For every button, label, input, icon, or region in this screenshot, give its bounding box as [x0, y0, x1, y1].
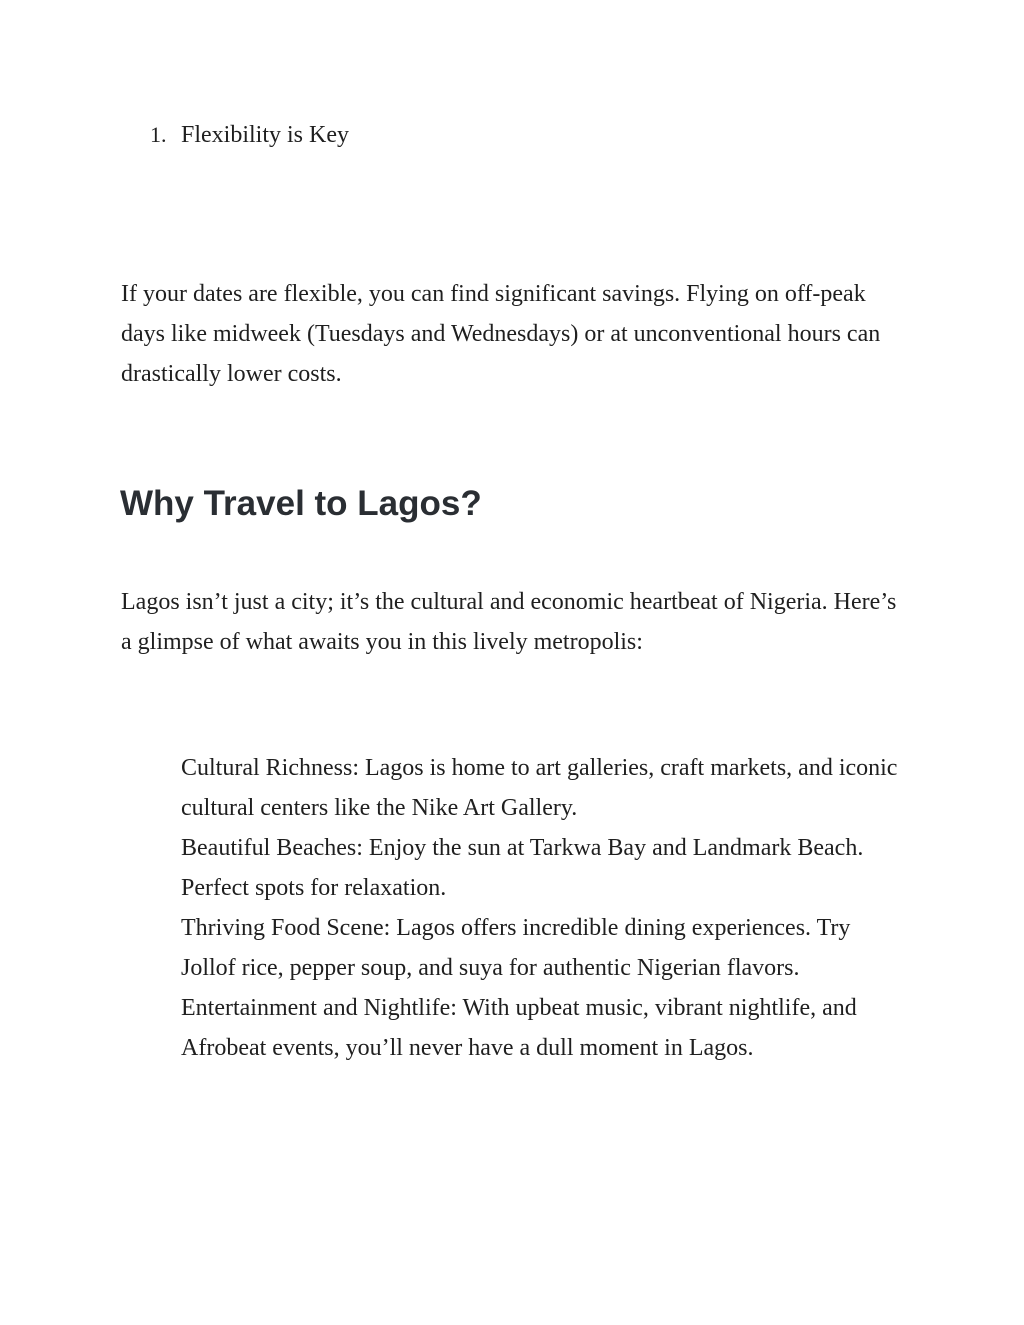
numbered-list-item — [150, 118, 349, 152]
highlight-nightlife: Entertainment and Nightlife: With upbeat music, vibrant nightlife, and Afrobeat events, you’ll never have a dull moment in Lagos. — [181, 995, 857, 1061]
intro-paragraph: Lagos isn’t just a city; it’s the cultural and economic heartbeat of Nigeria. Here’s a glimpse of what awaits you in this lively metropolis: — [121, 589, 897, 655]
flexibility-paragraph: If your dates are flexible, you can find significant savings. Flying on off-peak days like midweek (Tuesdays and Wednesdays) or at unconventional hours can drastically lower costs. — [121, 281, 881, 387]
highlight-beautiful-beaches: Beautiful Beaches: Enjoy the sun at Tarkwa Bay and Landmark Beach. Perfect spots for relaxation. — [181, 835, 864, 901]
section-heading: Why Travel to Lagos? — [120, 484, 482, 523]
list-number: 1. — [150, 122, 167, 147]
highlight-food-scene: Thriving Food Scene: Lagos offers incredible dining experiences. Try Jollof rice, pepper soup, and suya for authentic Nigerian flavors. — [181, 915, 851, 981]
list-item-label: Flexibility is Key — [181, 122, 349, 148]
highlights-list — [181, 748, 911, 1068]
highlight-cultural-richness: Cultural Richness: Lagos is home to art galleries, craft markets, and iconic cultural centers like the Nike Art Gallery. — [181, 755, 898, 821]
